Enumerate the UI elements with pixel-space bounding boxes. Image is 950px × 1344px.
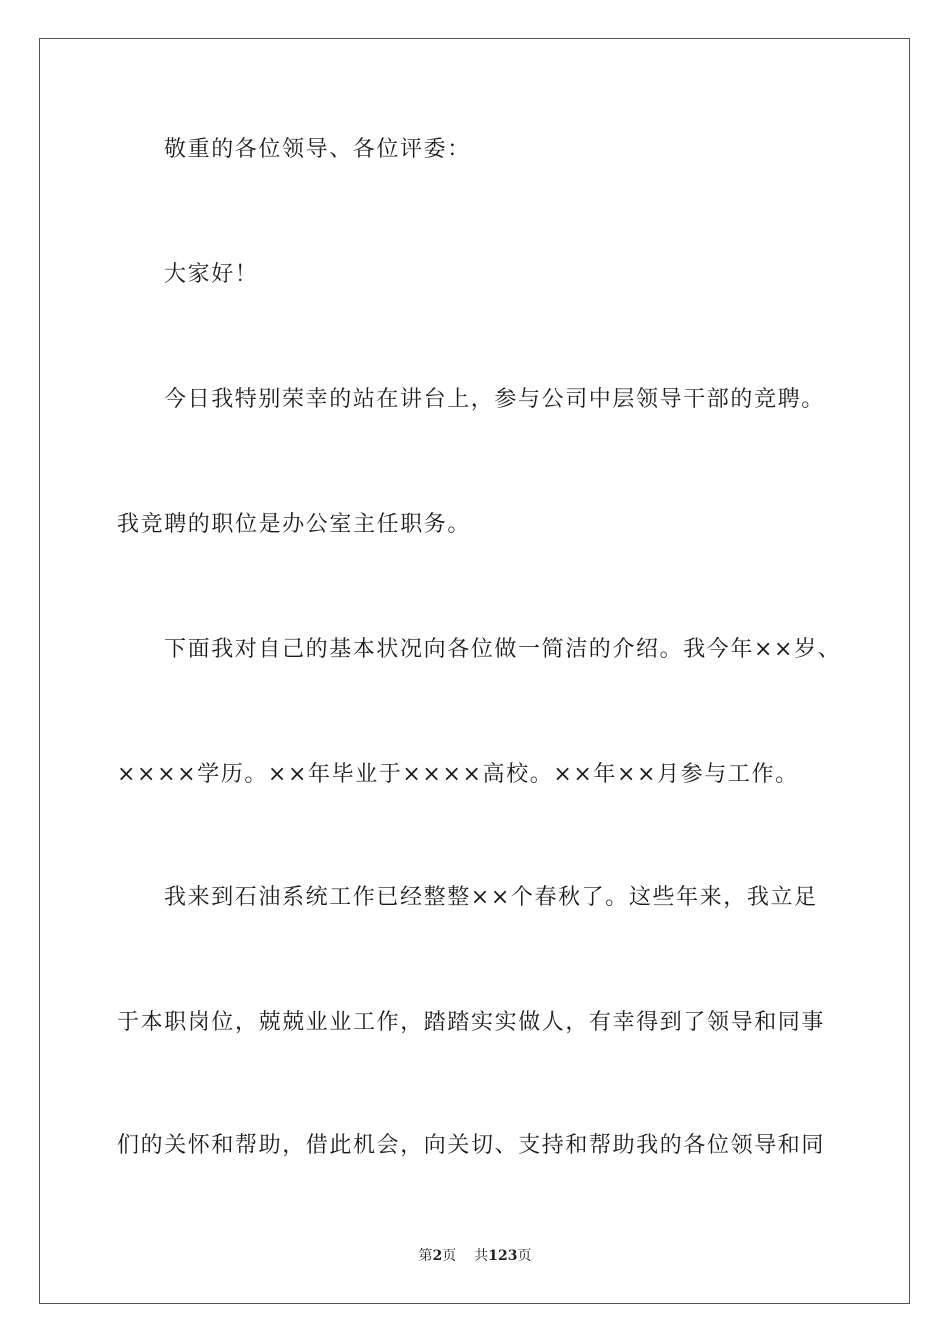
paragraph-line: 我来到石油系统工作已经整整××个春秋了。这些年来，我立足: [164, 885, 818, 910]
greeting-line: 大家好！: [164, 262, 259, 287]
paragraph-line: 们的关怀和帮助，借此机会，向关切、支持和帮助我的各位领导和同: [117, 1133, 826, 1158]
total-unit: 页: [517, 1248, 532, 1264]
paragraph-line: 我竞聘的职位是办公室主任职务。: [117, 512, 472, 537]
page-frame: [39, 38, 910, 1304]
page-unit: 页: [442, 1248, 457, 1264]
total-page-count: 123: [488, 1248, 518, 1264]
total-prefix: 共: [474, 1248, 489, 1264]
current-page-number: 2: [432, 1248, 443, 1264]
paragraph-line: 今日我特别荣幸的站在讲台上，参与公司中层领导干部的竞聘。: [164, 387, 825, 412]
paragraph-line: 下面我对自己的基本状况向各位做一简洁的介绍。我今年××岁、: [164, 637, 842, 662]
paragraph-line: ××××学历。××年毕业于××××高校。××年××月参与工作。: [117, 762, 799, 787]
paragraph-line: 于本职岗位，兢兢业业工作，踏踏实实做人，有幸得到了领导和同事: [117, 1010, 826, 1035]
page-prefix: 第: [418, 1248, 433, 1264]
salutation-line: 敬重的各位领导、各位评委：: [164, 137, 471, 162]
page-number-footer: [0, 1246, 950, 1266]
